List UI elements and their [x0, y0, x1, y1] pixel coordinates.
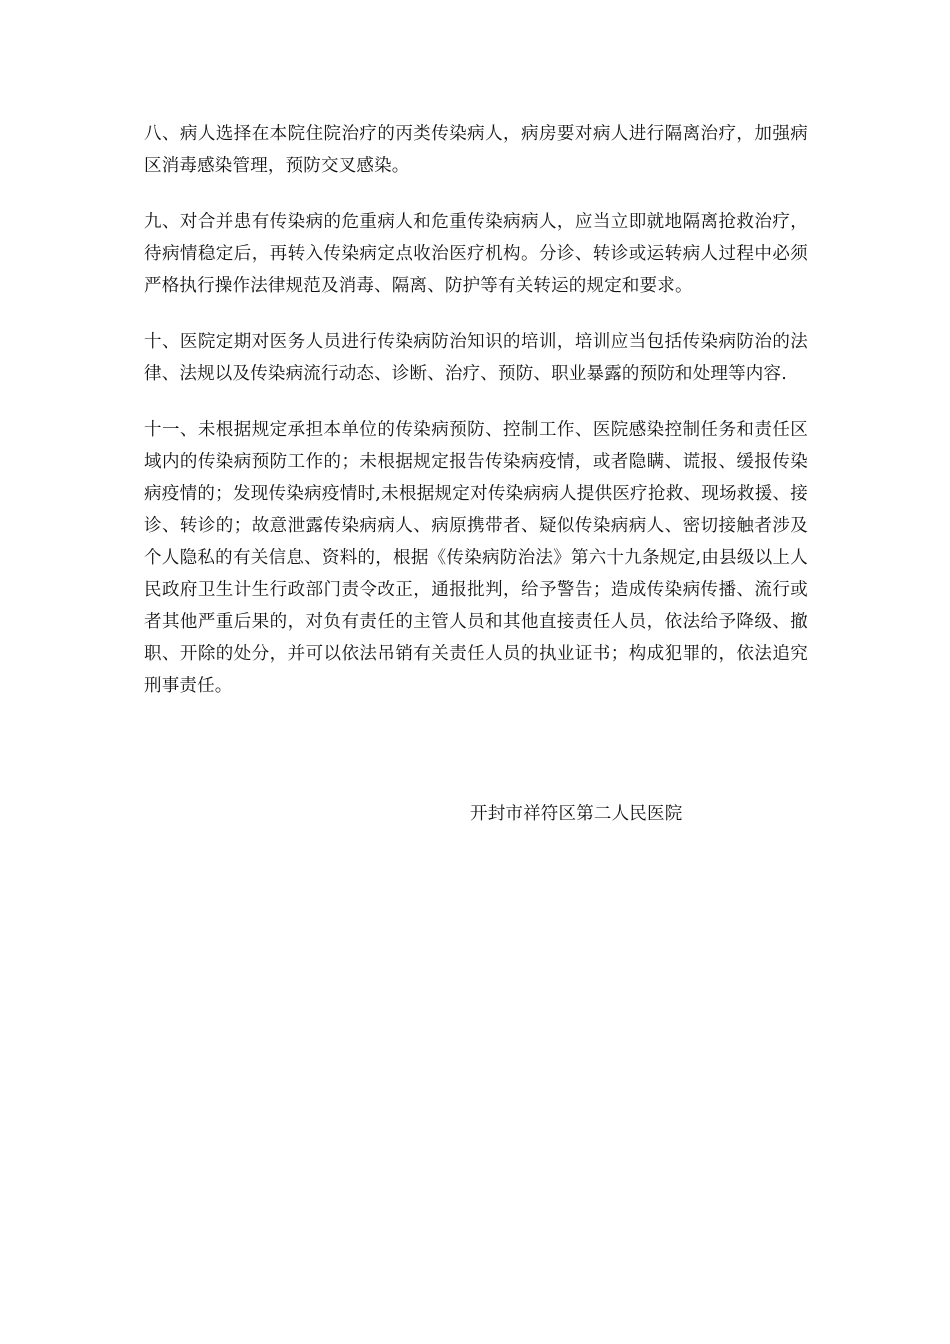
paragraph-11: 十一、未根据规定承担本单位的传染病预防、控制工作、医院感染控制任务和责任区域内的传染病预防工作的；未根据规定报告传染病疫情，或者隐瞒、谎报、缓报传染病疫情的；发现传染病疫情时,未根据规定对传染病病人提供医疗抢救、现场救援、接诊、转诊的；故意泄露传染病病人、病原携带者、疑似传染病病人、密切接触者涉及个人隐私的有关信息、资料的，根据《传染病防治法》第六十九条规定,由县级以上人民政府卫生计生行政部门责令改正，通报批判，给予警告；造成传染病传播、流行或者其他严重后果的，对负有责任的主管人员和其他直接责任人员，依法给予降级、撤职、开除的处分，并可以依法吊销有关责任人员的执业证书；构成犯罪的，依法追究刑事责任。	[144, 420, 808, 696]
document-body	[144, 118, 808, 726]
paragraph-8: 八、病人选择在本院住院治疗的丙类传染病人，病房要对病人进行隔离治疗，加强病区消毒感染管理，预防交叉感染。	[144, 124, 808, 176]
paragraph-9: 九、对合并患有传染病的危重病人和危重传染病病人，应当立即就地隔离抢救治疗，待病情稳定后，再转入传染病定点收治医疗机构。分诊、转诊或运转病人过程中必须严格执行操作法律规范及消毒、隔离、防护等有关转运的规定和要求。	[144, 212, 808, 296]
hospital-signature: 开封市祥符区第二人民医院	[470, 804, 683, 824]
paragraph-10: 十、医院定期对医务人员进行传染病防治知识的培训，培训应当包括传染病防治的法律、法规以及传染病流行动态、诊断、治疗、预防、职业暴露的预防和处理等内容.	[144, 332, 808, 384]
